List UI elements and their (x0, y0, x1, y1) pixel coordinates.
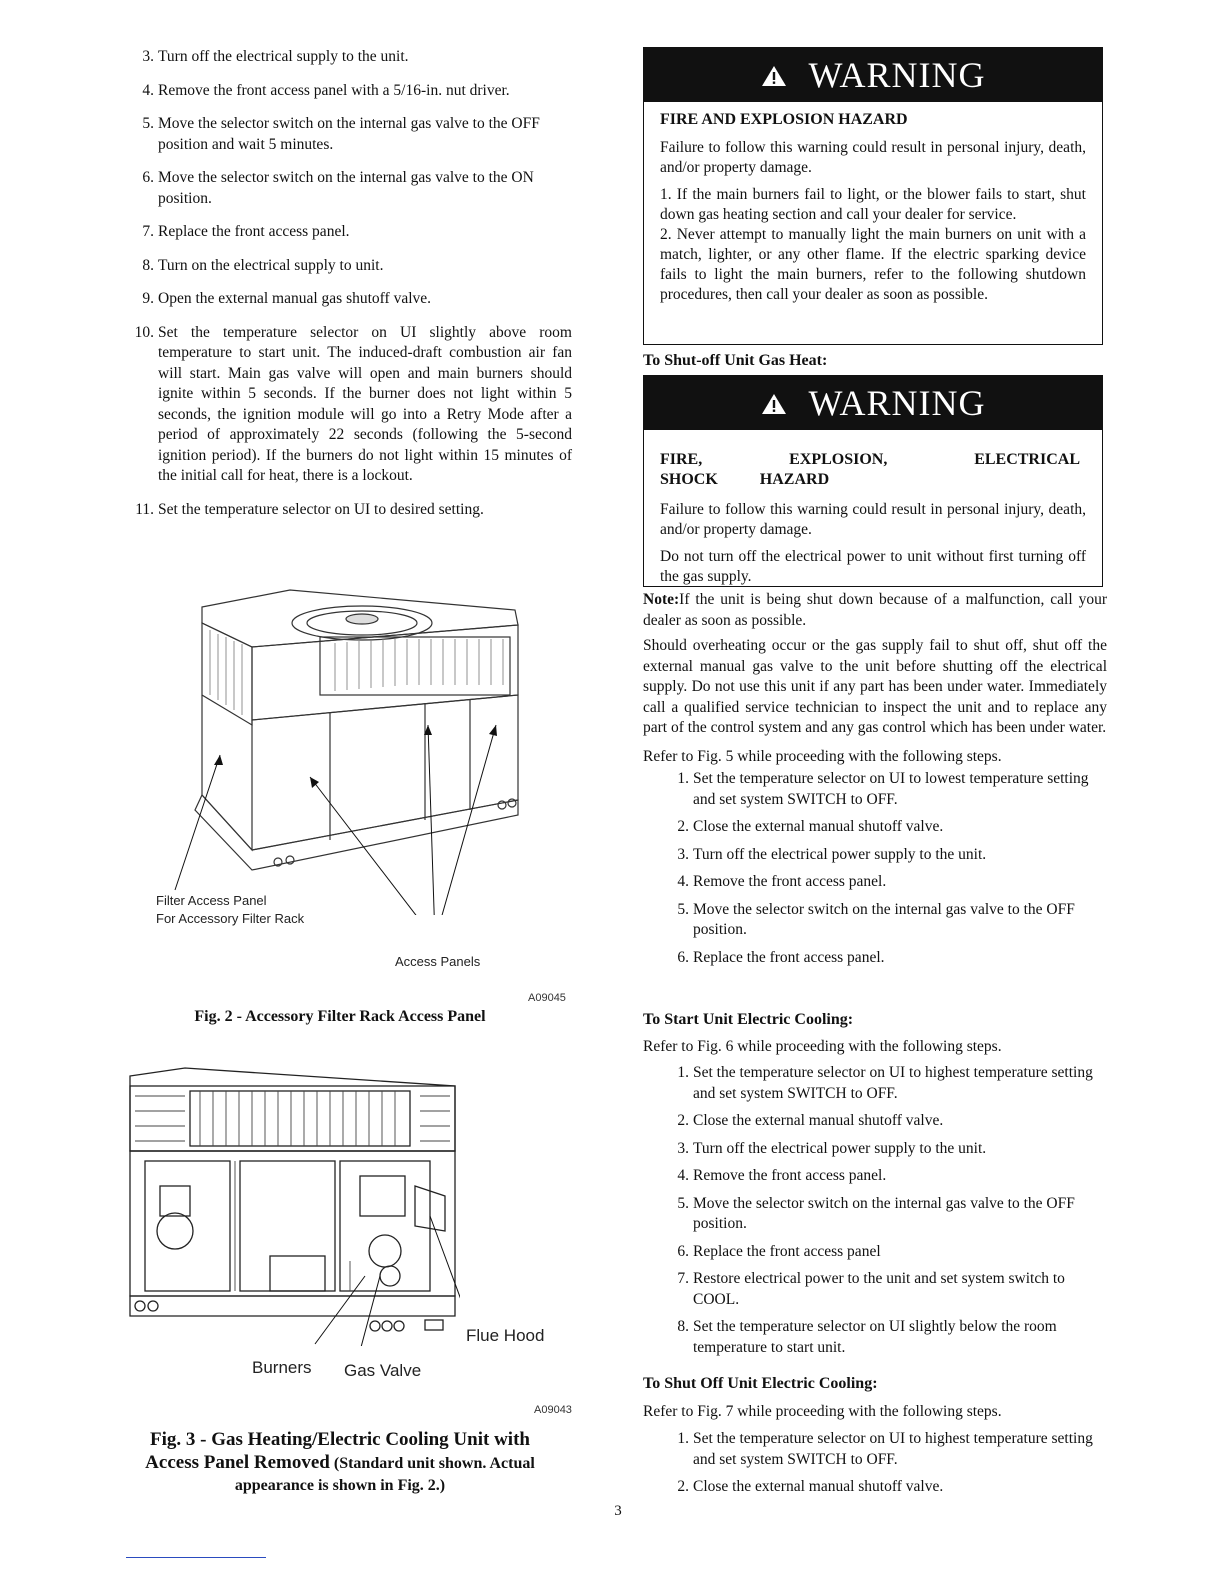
section-heading-shutoff-gas-heat: To Shut-off Unit Gas Heat: (643, 352, 828, 369)
list-item: 4. Remove the front access panel. (677, 1167, 887, 1184)
fig3-label-flue-hood: Flue Hood (466, 1326, 545, 1345)
fig3-caption-line1: Fig. 3 - Gas Heating/Electric Cooling Unit with (150, 1429, 530, 1450)
footnote-rule (126, 1557, 266, 1558)
section-heading-start-cooling: To Start Unit Electric Cooling: (643, 1011, 854, 1028)
fig3-caption-line3: appearance is shown in Fig. 2.) (234, 1477, 446, 1494)
warning-text: Failure to follow this warning could result in personal injury, death, and/or property damage. (660, 139, 1086, 176)
list-item: 6. Replace the front access panel (677, 1242, 881, 1260)
warning-title: WARNING (808, 55, 986, 95)
fig3-code: A09043 (534, 1404, 572, 1416)
fig3-label-gas-valve: Gas Valve (344, 1361, 422, 1380)
list-item: 4. Remove the front access panel. (677, 873, 887, 890)
warning-header (644, 48, 1102, 102)
right-body-block (643, 590, 1107, 767)
warning-hazard-title: FIRE, EXPLOSION, ELECTRICAL SHOCK HAZARD (660, 451, 1080, 488)
list-item: 10. Set the temperature selector on UI slightly above room temperature to start unit. The induced-draft combustion air fan will start. Main gas valve will open and main burners should ignite within 5 seconds. If the burner does not light within 5 seconds, the ignition module will go into a Retry Mode after a period of approximately 22 seconds (following the 5-second ignition period). If the burners do not light within 15 minutes of the initial call for heat, there is a lockout. (134, 323, 572, 484)
fig2-label-filter-line1: Filter Access Panel (156, 893, 267, 908)
left-column (134, 47, 572, 533)
list-item: 5. Move the selector switch on the internal gas valve to the OFF position. (677, 1194, 1075, 1232)
list-item: 7. Restore electrical power to the unit and set system switch to COOL. (677, 1270, 1065, 1308)
cooling-start-steps (677, 1063, 1107, 1365)
refer-fig6: Refer to Fig. 6 while proceeding with the following steps. (643, 1038, 1002, 1055)
fig3-caption-line2: Access Panel Removed (Standard unit shown. Actual (145, 1452, 535, 1473)
list-item: 6. Move the selector switch on the internal gas valve to the ON position. (142, 169, 534, 207)
warning-text: Failure to follow this warning could result in personal injury, death, and/or property damage. (660, 501, 1086, 538)
warning-text: 1. If the main burners fail to light, or the blower fails to start, shut down gas heating section and call your dealer for service. (660, 186, 1086, 223)
warning-box-fire-explosion (643, 47, 1103, 345)
list-item: 7. Replace the front access panel. (142, 223, 350, 240)
refer-fig5: Refer to Fig. 5 while proceeding with the following steps. (643, 747, 1002, 765)
warning-box-electrical-shock (643, 375, 1103, 587)
list-item: 6. Replace the front access panel. (677, 948, 885, 966)
warning-text: Do not turn off the electrical power to unit without first turning off the gas supply. (660, 548, 1086, 585)
list-item: 8. Set the temperature selector on UI slightly below the room temperature to start unit. (677, 1318, 1057, 1356)
warning-triangle-icon (761, 382, 787, 424)
page-number: 3 (614, 1503, 622, 1519)
heat-shutdown-steps (677, 769, 1107, 975)
fig2-label-access-panels: Access Panels (395, 954, 481, 969)
section-heading-shutoff-cooling: To Shut Off Unit Electric Cooling: (643, 1375, 878, 1392)
warning-header (644, 376, 1102, 430)
list-item: 2. Close the external manual shutoff valve. (677, 1478, 944, 1495)
fig2-label-filter-line2: For Accessory Filter Rack (156, 911, 305, 926)
fig2-caption: Fig. 2 - Accessory Filter Rack Access Panel (194, 1008, 486, 1025)
fig3-unit-drawing (125, 1066, 460, 1346)
fig2-unit-drawing (140, 585, 580, 915)
list-item: 8. Turn on the electrical supply to unit. (142, 256, 384, 274)
note-label: Note: (643, 591, 680, 608)
list-item: 9. Open the external manual gas shutoff valve. (142, 290, 432, 307)
list-item: 5. Move the selector switch on the internal gas valve to the OFF position. (677, 900, 1075, 938)
warning-title: WARNING (808, 383, 986, 423)
list-item: 2. Close the external manual shutoff valve. (677, 1112, 944, 1129)
list-item: 1. Set the temperature selector on UI to highest temperature setting and set system SWITCH to OFF. (677, 1064, 1093, 1102)
cooling-shutoff-steps (677, 1429, 1107, 1505)
fig3-label-burners: Burners (252, 1358, 312, 1377)
note-paragraph: Note:If the unit is being shut down because of a malfunction, call your dealer as soon as possible. (643, 591, 1107, 629)
warning-text: 2. Never attempt to manually light the main burners on unit with a match, lighter, or any other flame. If the electric sparking device fails to light the main burners, refer to the following shutdown procedures, then call your dealer as soon as possible. (660, 226, 1086, 303)
list-item: 2. Close the external manual shutoff valve. (677, 818, 944, 835)
warning-hazard-title: FIRE AND EXPLOSION HAZARD (660, 111, 908, 128)
list-item: 11. Set the temperature selector on UI to desired setting. (135, 500, 484, 518)
fig2-code: A09045 (528, 992, 566, 1004)
list-item: 1. Set the temperature selector on UI to lowest temperature setting and set system SWITCH to OFF. (677, 770, 1089, 808)
list-item: 3. Turn off the electrical power supply to the unit. (677, 845, 987, 863)
warning-triangle-icon (761, 54, 787, 96)
list-item: 3. Turn off the electrical power supply to the unit. (677, 1139, 987, 1157)
overheat-paragraph: Should overheating occur or the gas supply fail to shut off, shut off the external manual gas valve to the unit before shutting off the electrical supply. Do not use this unit if any part has been under water. Immediately call a qualified service technician to inspect the unit and to replace any part of the control system and any gas control which has been under water. (643, 637, 1107, 736)
left-step-list (134, 47, 572, 520)
list-item: 4. Remove the front access panel with a 5/16-in. nut driver. (142, 81, 510, 99)
fig3-caption (110, 1428, 570, 1496)
list-item: 5. Move the selector switch on the internal gas valve to the OFF position and wait 5 minutes. (142, 115, 540, 153)
list-item: 3. Turn off the electrical supply to the unit. (142, 48, 409, 65)
refer-fig7: Refer to Fig. 7 while proceeding with the following steps. (643, 1403, 1002, 1420)
list-item: 1. Set the temperature selector on UI to highest temperature setting and set system SWITCH to OFF. (677, 1430, 1093, 1468)
